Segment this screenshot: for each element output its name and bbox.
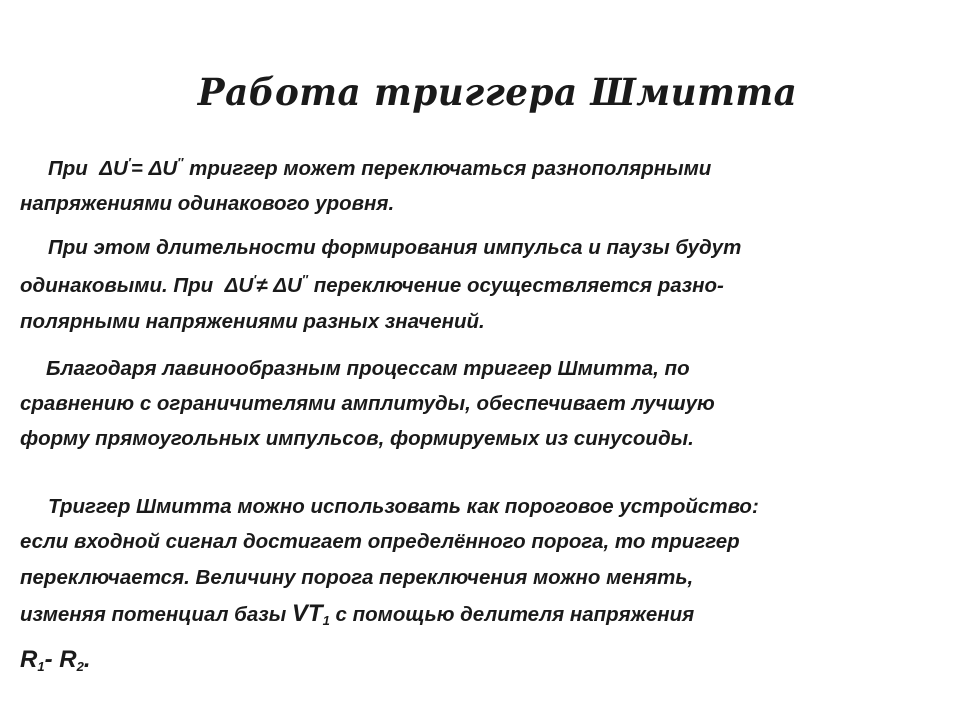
text-segment: При: [48, 157, 88, 180]
paragraph-3-line-2: сравнению с ограничителями амплитуды, обеспечивает лучшую: [20, 392, 715, 415]
prime-mark: ′: [127, 155, 131, 170]
transistor-subscript: 1: [322, 613, 330, 628]
double-prime-mark: ″: [177, 155, 184, 170]
not-equals-delta-u: ≠ ΔU: [256, 274, 302, 297]
delta-u-symbol: ΔU: [224, 274, 254, 297]
text-segment: триггер может переключаться разнополярными: [189, 157, 712, 180]
paragraph-1-line-2: напряжениями одинакового уровня.: [20, 192, 395, 215]
delta-u-symbol: ΔU: [99, 157, 128, 180]
transistor-label: VT: [291, 600, 323, 627]
paragraph-3-line-1: Благодаря лавинообразным процессам триггер Шмитта, по: [46, 357, 690, 380]
prime-mark: ′: [253, 272, 257, 287]
double-prime-mark: ″: [301, 272, 309, 287]
text-segment: одинаковыми. При: [20, 274, 214, 297]
text-segment: переключение осуществляется разно-: [313, 274, 724, 297]
paragraph-2-line-2: [20, 272, 724, 300]
paragraph-4-line-2: если входной сигнал достигает определённого порога, то триггер: [20, 530, 740, 553]
period: .: [83, 646, 91, 673]
equals-delta-u: = ΔU: [130, 157, 178, 180]
paragraph-2-line-3: полярными напряжениями разных значений.: [20, 310, 485, 333]
paragraph-3-line-3: форму прямоугольных импульсов, формируемых из синусоиды.: [20, 427, 694, 450]
text-segment: изменяя потенциал базы: [20, 603, 287, 626]
paragraph-4-line-5: [20, 646, 90, 674]
paragraph-4-line-4: [20, 600, 694, 629]
resistor-r1-label: R: [20, 646, 38, 673]
resistor-r1-subscript: 1: [37, 659, 45, 674]
resistor-r2-label: - R: [44, 646, 77, 673]
paragraph-4-line-3: переключается. Величину порога переключения можно менять,: [20, 566, 694, 589]
paragraph-1-line-1: [48, 155, 711, 183]
page-title: Работа триггера Шмитта: [197, 70, 798, 114]
resistor-r2-subscript: 2: [76, 659, 84, 674]
text-segment: с помощью делителя напряжения: [335, 603, 695, 626]
paragraph-4-line-1: Триггер Шмитта можно использовать как пороговое устройство:: [48, 495, 759, 518]
paragraph-2-line-1: При этом длительности формирования импульса и паузы будут: [48, 236, 742, 259]
